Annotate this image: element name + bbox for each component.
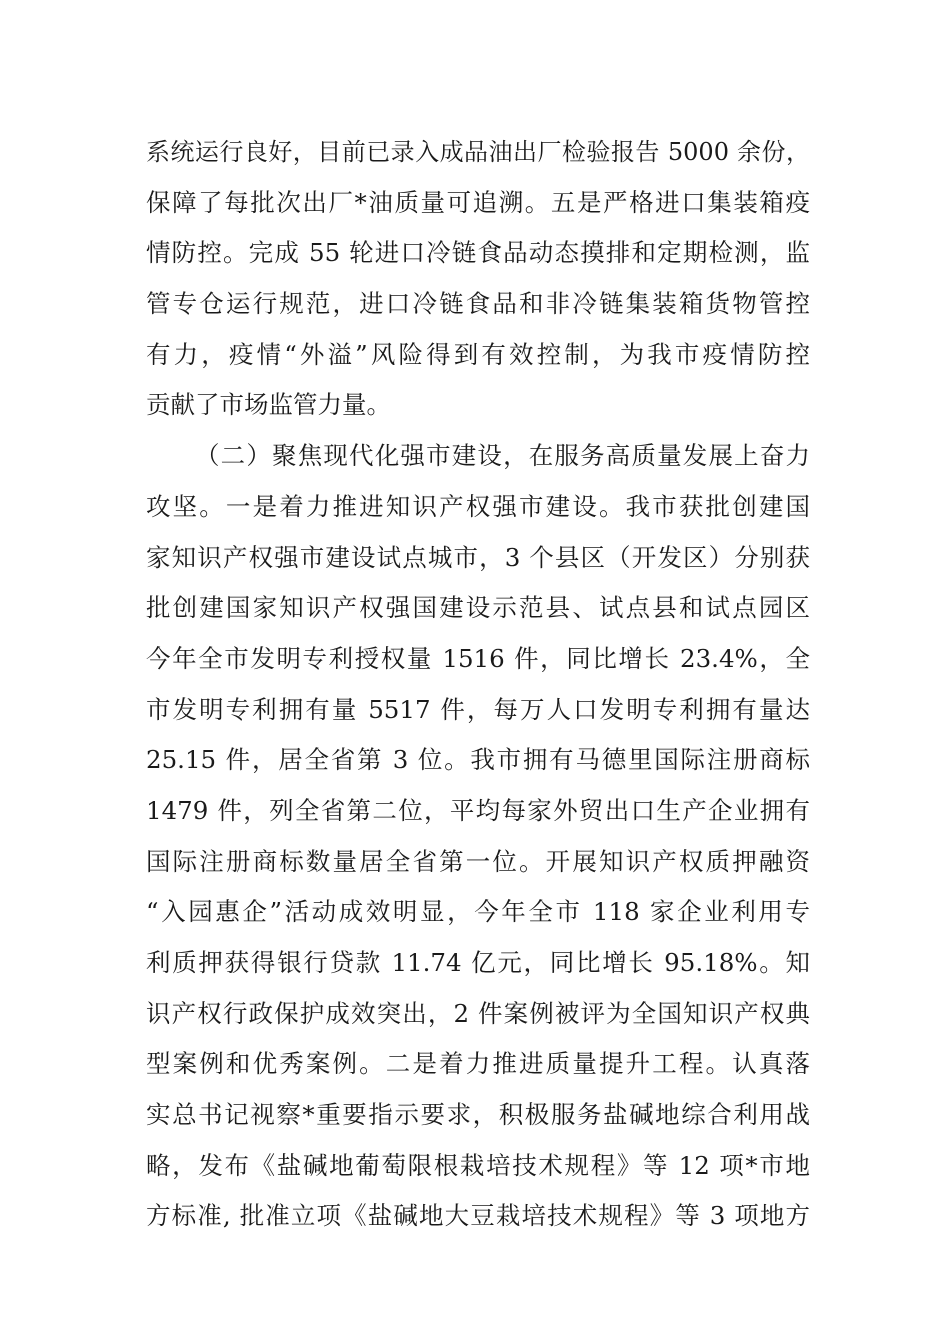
text-line: “入园惠企”活动成效明显，今年全市 118 家企业利用专 — [146, 897, 810, 927]
text-line: 国际注册商标数量居全省第一位。开展知识产权质押融资 — [146, 846, 810, 876]
text-line: 型案例和优秀案例。二是着力推进质量提升工程。认真落 — [146, 1049, 810, 1079]
text-line: 情防控。完成 55 轮进口冷链食品动态摸排和定期检测，监 — [146, 238, 810, 268]
body-text — [146, 127, 810, 1242]
text-line: 今年全市发明专利授权量 1516 件，同比增长 23.4%，全 — [146, 643, 810, 673]
paragraph-end-line: 贡献了市场监管力量。 — [146, 390, 391, 420]
text-line: 实总书记视察*重要指示要求，积极服务盐碱地综合利用战 — [146, 1100, 810, 1130]
text-line: 市发明专利拥有量 5517 件，每万人口发明专利拥有量达 — [146, 694, 810, 724]
text-line: 1479 件，列全省第二位，平均每家外贸出口生产企业拥有 — [146, 795, 810, 825]
text-line: 方标准, 批准立项《盐碱地大豆栽培技术规程》等 3 项地方 — [146, 1201, 810, 1231]
text-line: 略，发布《盐碱地葡萄限根栽培技术规程》等 12 项*市地 — [146, 1150, 810, 1180]
section-heading-line: （二）聚焦现代化强市建设，在服务高质量发展上奋力 — [195, 441, 810, 471]
text-line: 系统运行良好，目前已录入成品油出厂检验报告 5000 余份， — [146, 138, 810, 166]
text-line: 识产权行政保护成效突出，2 件案例被评为全国知识产权典 — [146, 998, 810, 1028]
text-line: 保障了每批次出厂*油质量可追溯。五是严格进口集装箱疫 — [146, 187, 810, 217]
text-line: 批创建国家知识产权强国建设示范县、试点县和试点园区 — [146, 593, 810, 623]
text-line: 25.15 件，居全省第 3 位。我市拥有马德里国际注册商标 — [146, 745, 810, 775]
text-line: 有力，疫情“外溢”风险得到有效控制，为我市疫情防控 — [146, 339, 810, 369]
text-line: 利质押获得银行贷款 11.74 亿元，同比增长 95.18%。知 — [146, 948, 810, 977]
text-line: 家知识产权强市建设试点城市，3 个县区（开发区）分别获 — [146, 542, 810, 572]
text-line: 管专仓运行规范，进口冷链食品和非冷链集装箱货物管控 — [146, 289, 810, 319]
text-line: 攻坚。一是着力推进知识产权强市建设。我市获批创建国 — [146, 491, 810, 521]
